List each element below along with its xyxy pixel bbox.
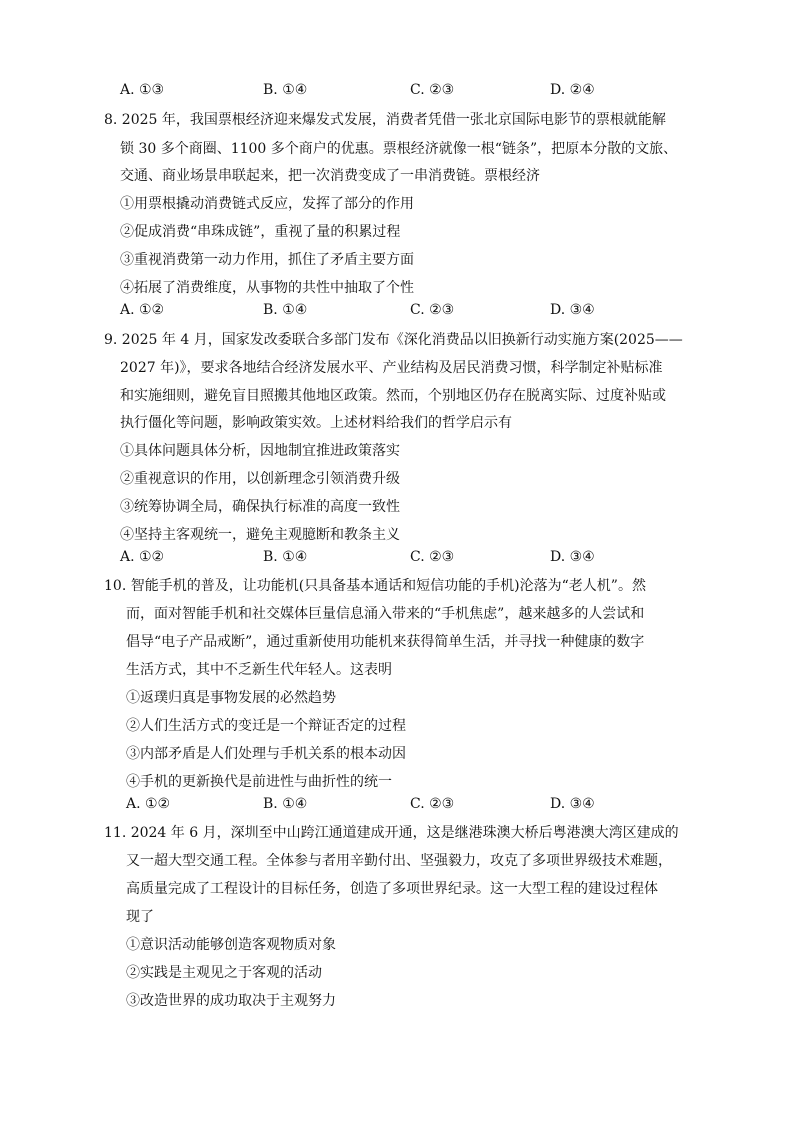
question-text: 9. 2025 年 4 月，国家发改委联合多部门发布《深化消费品以旧换新行动实施方案(2025—— [104,332,683,348]
question-text: 高质量完成了工程设计的目标任务，创造了多项世界纪录。这一大型工程的建设过程体 [126,881,658,897]
statement-item: ②实践是主观见之于客观的活动 [126,965,322,981]
option-a[interactable]: A. ①② [120,549,165,565]
statement-item: ④拓展了消费维度，从事物的共性中抽取了个性 [120,280,414,296]
statement-item: ④手机的更新换代是前进性与曲折性的统一 [126,774,392,790]
question-text: 锁 30 多个商圈、1100 多个商户的优惠。票根经济就像一根“链条”，把原本分散的文旅、 [120,141,678,157]
option-b[interactable]: B. ①④ [263,82,308,98]
statement-item: ①具体问题具体分析，因地制宜推进政策落实 [120,443,400,459]
question-text: 而，面对智能手机和社交媒体巨量信息涌入带来的“手机焦虑”，越来越多的人尝试和 [126,606,645,622]
option-b[interactable]: B. ①④ [263,302,308,318]
question-text: 和实施细则，避免盲目照搬其他地区政策。然而，个别地区仍存在脱离实际、过度补贴或 [120,388,666,404]
option-d[interactable]: D. ③④ [550,302,595,318]
question-text: 8. 2025 年，我国票根经济迎来爆发式发展，消费者凭借一张北京国际电影节的票根就能解 [104,112,666,128]
question-text: 倡导“电子产品戒断”，通过重新使用功能机来获得简单生活，并寻找一种健康的数字 [126,634,645,650]
option-a[interactable]: A. ①③ [120,82,165,98]
statement-item: ①返璞归真是事物发展的必然趋势 [126,690,336,706]
option-c[interactable]: C. ②③ [410,796,455,812]
option-c[interactable]: C. ②③ [410,302,455,318]
question-text: 生活方式，其中不乏新生代年轻人。这表明 [126,662,392,678]
statement-item: ③重视消费第一动力作用，抓住了矛盾主要方面 [120,252,414,268]
statement-item: ④坚持主客观统一，避免主观臆断和教条主义 [120,527,400,543]
option-d[interactable]: D. ②④ [550,82,595,98]
question-text: 又一超大型交通工程。全体参与者用辛勤付出、坚强毅力，攻克了多项世界级技术难题， [126,853,672,869]
statement-item: ①用票根撬动消费链式反应，发挥了部分的作用 [120,196,414,212]
option-b[interactable]: B. ①④ [263,796,308,812]
statement-item: ②重视意识的作用，以创新理念引领消费升级 [120,471,400,487]
statement-item: ②人们生活方式的变迁是一个辩证否定的过程 [126,718,406,734]
question-text: 2027 年)》，要求各地结合经济发展水平、产业结构及居民消费习惯，科学制定补贴标准 [120,360,663,376]
statement-item: ③内部矛盾是人们处理与手机关系的根本动因 [126,746,406,762]
option-b[interactable]: B. ①④ [263,549,308,565]
option-d[interactable]: D. ③④ [550,796,595,812]
option-c[interactable]: C. ②③ [410,82,455,98]
statement-item: ①意识活动能够创造客观物质对象 [126,937,336,953]
question-text: 现了 [126,909,154,925]
option-a[interactable]: A. ①② [120,302,165,318]
option-c[interactable]: C. ②③ [410,549,455,565]
question-text: 11. 2024 年 6 月，深圳至中山跨江通道建成开通，这是继港珠澳大桥后粤港澳大湾区建成的 [104,825,679,841]
option-d[interactable]: D. ③④ [550,549,595,565]
statement-item: ②促成消费“串珠成链”，重视了量的积累过程 [120,224,401,240]
question-text: 10. 智能手机的普及，让功能机(只具备基本通话和短信功能的手机)沦落为“老人机”。然 [104,578,646,594]
question-text: 执行僵化等问题，影响政策实效。上述材料给我们的哲学启示有 [120,415,512,431]
question-text: 交通、商业场景串联起来，把一次消费变成了一串消费链。票根经济 [120,168,540,184]
statement-item: ③改造世界的成功取决于主观努力 [126,993,336,1009]
option-a[interactable]: A. ①② [126,796,171,812]
statement-item: ③统筹协调全局，确保执行标准的高度一致性 [120,499,400,515]
